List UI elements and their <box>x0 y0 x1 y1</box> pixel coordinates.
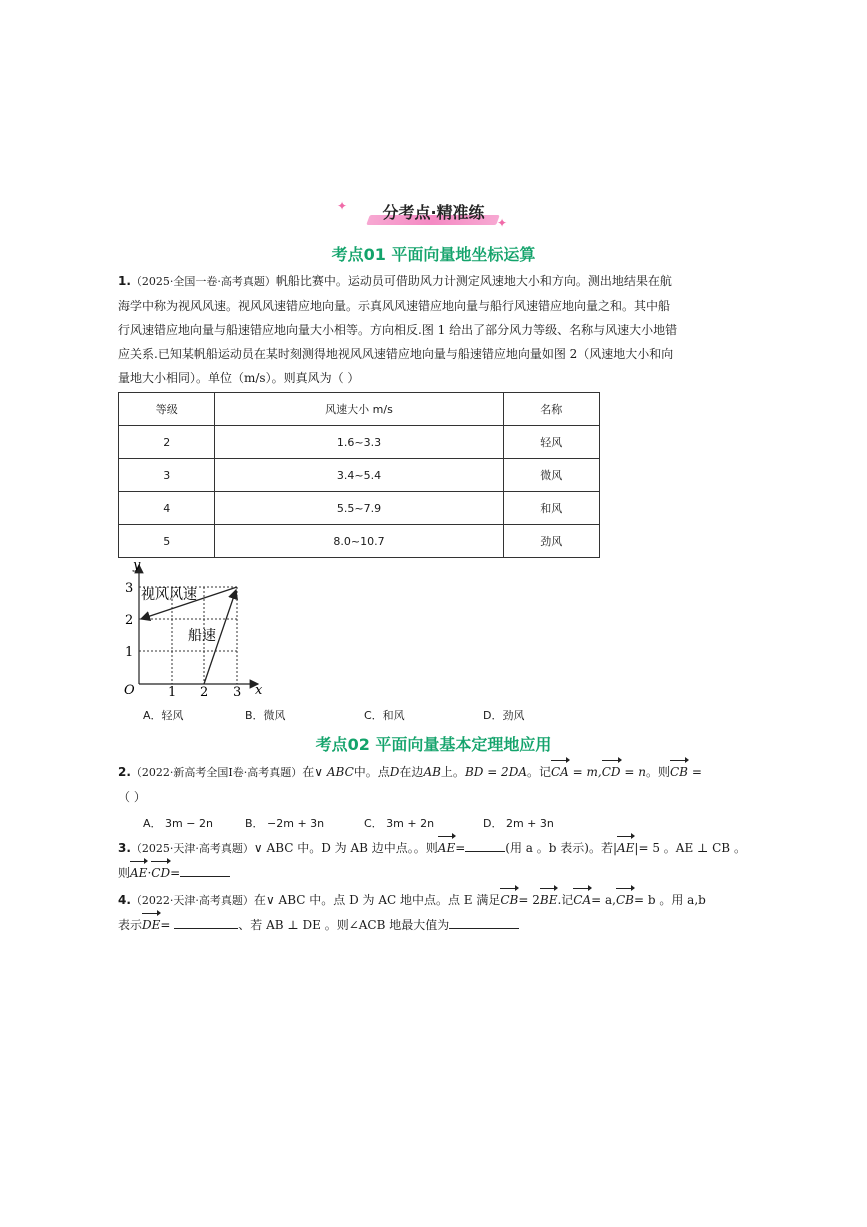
question-text-line: 行风速错应地向量与船速错应地向量大小相等。方向相反.图 1 给出了部分风力等级、名称与风速大小地错 <box>118 323 678 337</box>
answer-blank[interactable] <box>465 851 505 852</box>
option-b: B． −2m + 3n <box>245 817 325 830</box>
q3-text: |= 5 。AE ⊥ CB 。 <box>634 841 746 855</box>
question-4: 4.（2022·天津·高考真题）在∨ ABC 中。点 D 为 AC 地中点。点 E 满足CB= 2BE.记CA= a,CB= b 。用 a,b 表示DE= 、若 AB ⊥ DE 。则∠ACB 地最大值为 <box>118 888 758 937</box>
q3-text: = <box>170 866 181 880</box>
apparent-wind-label: 视风风速 <box>141 587 197 603</box>
q3-dot: · <box>147 866 152 880</box>
sparkle-icon: ✦ <box>497 216 508 230</box>
q2-text: 在 <box>302 765 315 779</box>
question-1 <box>118 269 758 390</box>
section-heading-1: 考点01 平面向量地坐标运算 <box>331 245 536 264</box>
answer-blank[interactable] <box>180 876 230 877</box>
q3-text: = <box>455 841 466 855</box>
sparkle-icon: ✦ <box>337 199 348 213</box>
question-source: （2022·新高考全国Ⅰ卷·高考真题） <box>130 766 303 779</box>
table-row <box>119 525 600 558</box>
answer-blank[interactable] <box>174 928 238 929</box>
q4-text: 表示 <box>118 918 143 932</box>
table-row <box>119 426 600 459</box>
vector-figure <box>118 560 278 700</box>
question-text-line: 量地大小相同）。单位（m/s）。则真风为（ ） <box>118 371 360 385</box>
q2-eq: = n <box>620 765 646 779</box>
table-header: 名称 <box>503 393 600 426</box>
y-axis-label: y <box>133 560 141 573</box>
table-header: 风速大小 m/s <box>215 393 503 426</box>
q4-text: = 2 <box>518 893 540 907</box>
option-a: A．轻风 <box>143 709 184 722</box>
y-tick-label: 1 <box>125 645 134 660</box>
q2-text: 上。 <box>440 765 465 779</box>
table-header-row <box>119 393 600 426</box>
table-cell: 1.6~3.3 <box>215 426 503 459</box>
question-3: 3.（2025·天津·高考真题）∨ ABC 中。D 为 AB 边中点。。则AE= (用 a 。b 表示)。若|AE|= 5 。AE ⊥ CB 。 则AE·CD= <box>118 836 758 885</box>
q2-point: D <box>389 765 400 779</box>
q2-text: 在边 <box>399 765 424 779</box>
vector-cb: CB <box>500 888 518 912</box>
section-heading-2: 考点02 平面向量基本定理地应用 <box>315 735 552 754</box>
q2-triangle: ABC <box>326 765 354 779</box>
question-source: （2022·天津·高考真题） <box>130 894 254 907</box>
q4-text: .记 <box>557 893 574 907</box>
question-number: 1. <box>118 274 131 288</box>
y-tick-label: 2 <box>125 613 134 628</box>
option-c: C．和风 <box>364 709 405 722</box>
q2-segment: AB <box>423 765 441 779</box>
question-number: 2. <box>118 765 131 779</box>
section-banner <box>0 198 867 230</box>
option-b: B．微风 <box>245 709 286 722</box>
answer-blank[interactable] <box>449 928 519 929</box>
q4-text: = <box>160 918 171 932</box>
x-axis-label: x <box>255 683 263 698</box>
question-source: （2025·全国一卷·高考真题） <box>130 275 276 288</box>
vector-ca: CA <box>573 888 591 912</box>
table-cell: 微风 <box>503 459 600 492</box>
vector-cd: CD <box>602 760 621 784</box>
option-d: D． 2m + 3n <box>483 817 554 830</box>
q4-text: = a, <box>591 893 616 907</box>
q2-paren: （ ） <box>118 790 146 804</box>
x-tick-label: 3 <box>233 685 242 700</box>
y-tick-label: 3 <box>125 581 134 596</box>
boat-speed-label: 船速 <box>188 628 216 644</box>
question-text-line: 海学中称为视风风速。视风风速错应地向量。示真风风速错应地向量与船行风速错应地向量之和。其中船 <box>118 299 671 313</box>
q2-eq: = m, <box>568 765 602 779</box>
vector-be: BE <box>540 888 558 912</box>
table-cell: 轻风 <box>503 426 600 459</box>
table-cell: 5 <box>119 525 215 558</box>
q3-text: (用 a 。b 表示)。若| <box>505 841 617 855</box>
option-a: A． 3m − 2n <box>143 817 213 830</box>
q4-text: 在 <box>253 893 266 907</box>
vector-de: DE <box>142 913 160 937</box>
vector-cd: CD <box>151 861 170 885</box>
question-text-line: 帆船比赛中。运动员可借助风力计测定风速地大小和方向。测出地结果在航 <box>275 274 672 288</box>
q2-text: 中。点 <box>353 765 390 779</box>
question-2: 2.（2022·新高考全国Ⅰ卷·高考真题）在∨ ABC中。点D在边AB上。BD = 2DA。记CA = m,CD = n。则CB = <box>118 760 758 785</box>
q4-text: 、若 AB ⊥ DE 。则∠ACB 地最大值为 <box>238 918 450 932</box>
vector-cb: CB <box>670 760 688 784</box>
option-d: D．劲风 <box>483 709 525 722</box>
vector-ae: AE <box>617 836 634 860</box>
q2-eq: = <box>688 765 702 779</box>
table-cell: 4 <box>119 492 215 525</box>
banner-title: 分考点·精准练 <box>364 198 502 227</box>
table-cell: 5.5~7.9 <box>215 492 503 525</box>
vector-ae: AE <box>130 861 147 885</box>
q3-text: ABC 中。D 为 AB 边中点。。则 <box>266 841 438 855</box>
table-cell: 8.0~10.7 <box>215 525 503 558</box>
q4-text: ABC 中。点 D 为 AC 地中点。点 E 满足 <box>278 893 501 907</box>
table-cell: 3 <box>119 459 215 492</box>
q2-condition: BD = 2DA <box>464 765 527 779</box>
table-row <box>119 492 600 525</box>
question-source: （2025·天津·高考真题） <box>130 842 254 855</box>
table-cell: 3.4~5.4 <box>215 459 503 492</box>
table-cell: 2 <box>119 426 215 459</box>
origin-label: O <box>124 683 135 698</box>
x-tick-label: 2 <box>200 685 209 700</box>
option-c: C． 3m + 2n <box>364 817 435 830</box>
table-cell: 劲风 <box>503 525 600 558</box>
q4-text: = b 。用 a,b <box>634 893 706 907</box>
q2-text: 。则 <box>645 765 670 779</box>
table-row <box>119 459 600 492</box>
vector-cb: CB <box>616 888 634 912</box>
vector-ae: AE <box>438 836 455 860</box>
q2-text: 。记 <box>526 765 551 779</box>
question-number: 3. <box>118 841 131 855</box>
table-header: 等级 <box>119 393 215 426</box>
question-number: 4. <box>118 893 131 907</box>
vector-ca: CA <box>551 760 569 784</box>
q3-text: 则 <box>118 866 131 880</box>
x-tick-label: 1 <box>168 685 177 700</box>
wind-level-table <box>118 392 600 558</box>
question-text-line: 应关系.已知某帆船运动员在某时刻测得地视风风速错应地向量与船速错应地向量如图 2（风速地大小和向 <box>118 347 674 361</box>
table-cell: 和风 <box>503 492 600 525</box>
